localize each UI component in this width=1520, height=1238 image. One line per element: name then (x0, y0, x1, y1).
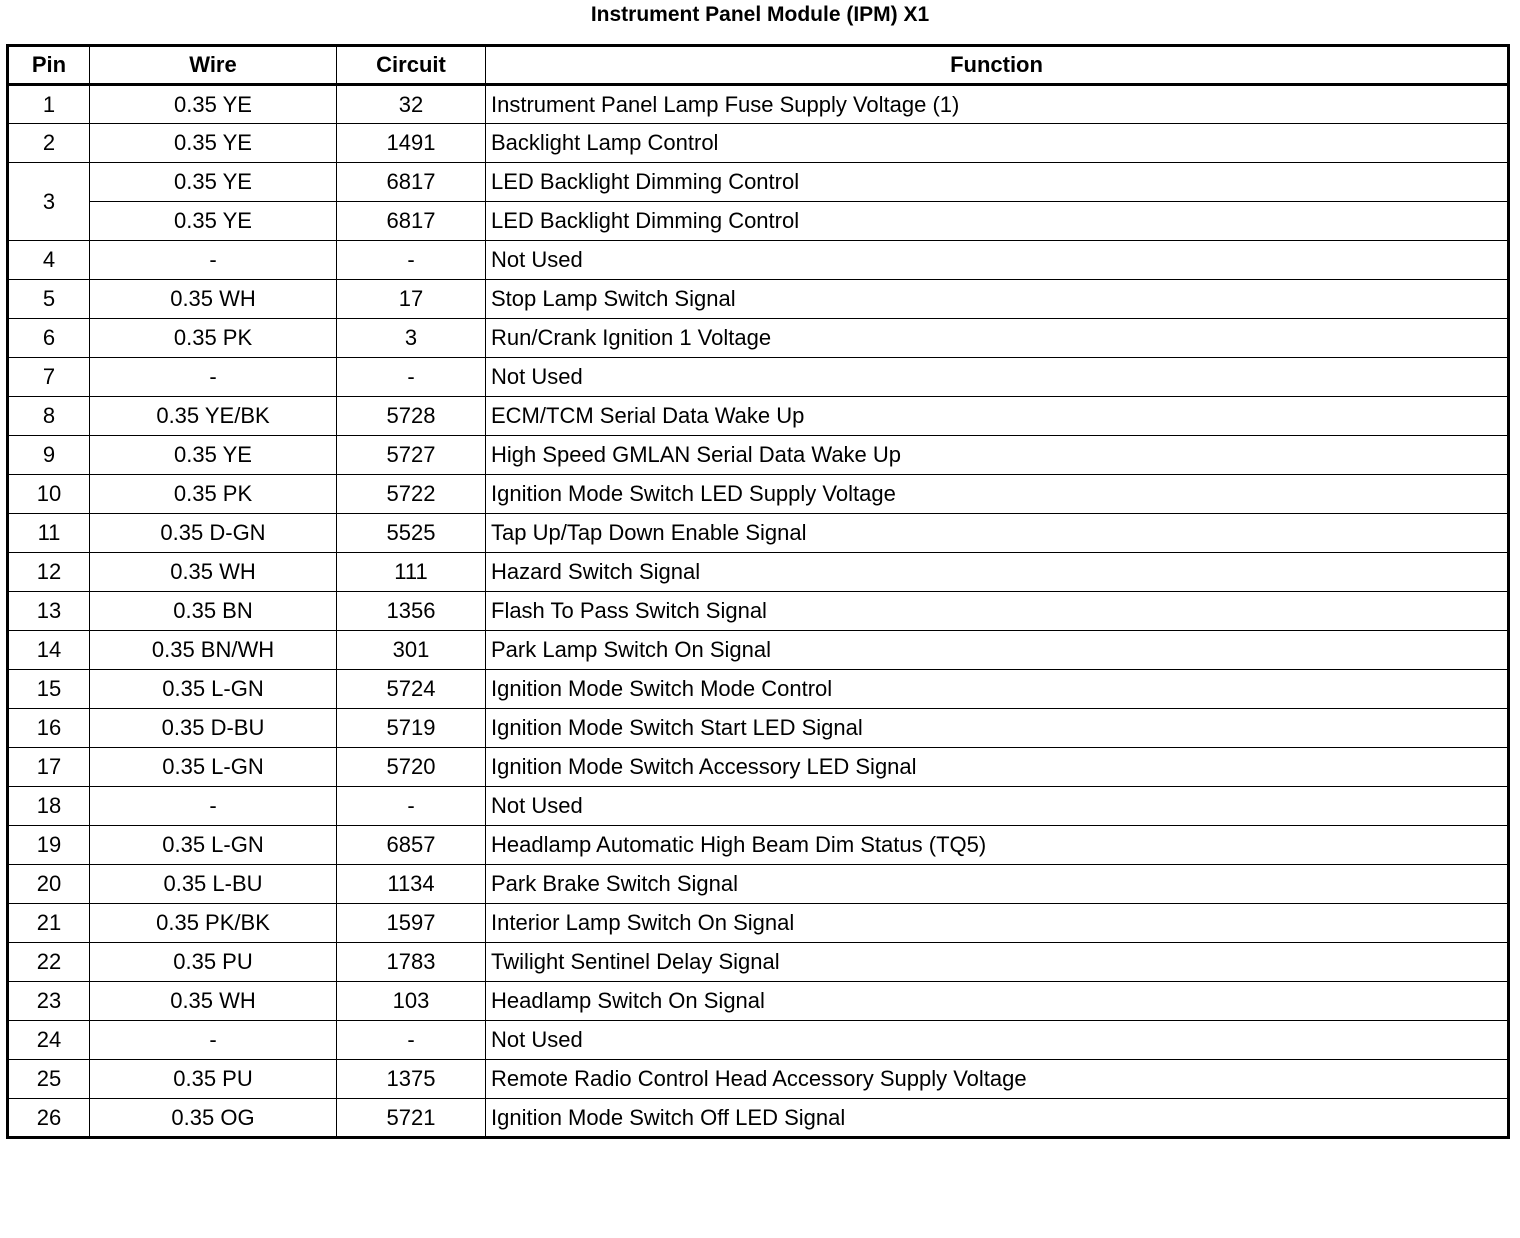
table-row (8, 670, 1509, 709)
column-header-wire: Wire (90, 46, 337, 85)
cell-circuit: 3 (337, 319, 486, 358)
cell-wire: 0.35 YE (90, 202, 337, 241)
cell-circuit: 32 (337, 85, 486, 124)
table-row (8, 475, 1509, 514)
cell-wire: 0.35 YE/BK (90, 397, 337, 436)
cell-circuit: 5724 (337, 670, 486, 709)
table-row (8, 202, 1509, 241)
table-row (8, 553, 1509, 592)
table-body (8, 85, 1509, 1138)
cell-circuit: 1597 (337, 904, 486, 943)
cell-pin: 4 (8, 241, 90, 280)
cell-pin: 18 (8, 787, 90, 826)
cell-function: LED Backlight Dimming Control (486, 202, 1509, 241)
cell-function: Not Used (486, 787, 1509, 826)
cell-function: Not Used (486, 1021, 1509, 1060)
cell-function: Park Brake Switch Signal (486, 865, 1509, 904)
cell-function: Park Lamp Switch On Signal (486, 631, 1509, 670)
cell-pin: 7 (8, 358, 90, 397)
cell-wire: 0.35 PK/BK (90, 904, 337, 943)
cell-circuit: 5719 (337, 709, 486, 748)
cell-circuit: - (337, 1021, 486, 1060)
cell-function: Hazard Switch Signal (486, 553, 1509, 592)
cell-wire: - (90, 787, 337, 826)
table-row (8, 358, 1509, 397)
cell-pin: 6 (8, 319, 90, 358)
cell-function: Flash To Pass Switch Signal (486, 592, 1509, 631)
cell-wire: 0.35 BN (90, 592, 337, 631)
cell-wire: - (90, 241, 337, 280)
cell-circuit: 103 (337, 982, 486, 1021)
cell-pin: 21 (8, 904, 90, 943)
cell-wire: 0.35 YE (90, 436, 337, 475)
cell-function: Ignition Mode Switch LED Supply Voltage (486, 475, 1509, 514)
cell-pin: 24 (8, 1021, 90, 1060)
cell-function: Instrument Panel Lamp Fuse Supply Voltage (1) (486, 85, 1509, 124)
table-row (8, 631, 1509, 670)
table-row (8, 592, 1509, 631)
cell-pin: 16 (8, 709, 90, 748)
cell-wire: 0.35 OG (90, 1099, 337, 1138)
cell-pin: 20 (8, 865, 90, 904)
cell-function: Interior Lamp Switch On Signal (486, 904, 1509, 943)
cell-wire: 0.35 YE (90, 85, 337, 124)
cell-pin: 19 (8, 826, 90, 865)
cell-circuit: - (337, 241, 486, 280)
cell-circuit: 6857 (337, 826, 486, 865)
column-header-function: Function (486, 46, 1509, 85)
table-row (8, 280, 1509, 319)
cell-wire: - (90, 1021, 337, 1060)
cell-function: Twilight Sentinel Delay Signal (486, 943, 1509, 982)
cell-pin: 22 (8, 943, 90, 982)
cell-wire: 0.35 D-BU (90, 709, 337, 748)
cell-circuit: 17 (337, 280, 486, 319)
table-row (8, 787, 1509, 826)
cell-pin: 3 (8, 163, 90, 241)
cell-circuit: - (337, 787, 486, 826)
table-row (8, 163, 1509, 202)
cell-pin: 12 (8, 553, 90, 592)
cell-wire: 0.35 L-BU (90, 865, 337, 904)
cell-circuit: 301 (337, 631, 486, 670)
cell-pin: 8 (8, 397, 90, 436)
cell-wire: 0.35 WH (90, 982, 337, 1021)
cell-pin: 1 (8, 85, 90, 124)
pinout-table (6, 44, 1510, 1139)
cell-circuit: 111 (337, 553, 486, 592)
cell-pin: 23 (8, 982, 90, 1021)
cell-pin: 2 (8, 124, 90, 163)
table-row (8, 943, 1509, 982)
column-header-pin: Pin (8, 46, 90, 85)
cell-function: Stop Lamp Switch Signal (486, 280, 1509, 319)
cell-circuit: 1375 (337, 1060, 486, 1099)
cell-circuit: 5720 (337, 748, 486, 787)
cell-circuit: - (337, 358, 486, 397)
table-row (8, 1021, 1509, 1060)
cell-wire: 0.35 WH (90, 280, 337, 319)
cell-function: Headlamp Automatic High Beam Dim Status (TQ5) (486, 826, 1509, 865)
cell-pin: 9 (8, 436, 90, 475)
cell-function: Not Used (486, 241, 1509, 280)
table-row (8, 865, 1509, 904)
cell-wire: 0.35 BN/WH (90, 631, 337, 670)
cell-function: Headlamp Switch On Signal (486, 982, 1509, 1021)
cell-circuit: 6817 (337, 163, 486, 202)
table-row (8, 85, 1509, 124)
cell-circuit: 5727 (337, 436, 486, 475)
cell-pin: 15 (8, 670, 90, 709)
cell-function: Ignition Mode Switch Accessory LED Signal (486, 748, 1509, 787)
cell-function: Tap Up/Tap Down Enable Signal (486, 514, 1509, 553)
table-row (8, 319, 1509, 358)
cell-wire: 0.35 YE (90, 124, 337, 163)
table-row (8, 904, 1509, 943)
table-row (8, 436, 1509, 475)
cell-wire: 0.35 L-GN (90, 826, 337, 865)
table-row (8, 514, 1509, 553)
cell-wire: 0.35 L-GN (90, 748, 337, 787)
cell-pin: 14 (8, 631, 90, 670)
cell-circuit: 1783 (337, 943, 486, 982)
page-title: Instrument Panel Module (IPM) X1 (590, 3, 930, 26)
cell-circuit: 1491 (337, 124, 486, 163)
cell-pin: 10 (8, 475, 90, 514)
cell-function: ECM/TCM Serial Data Wake Up (486, 397, 1509, 436)
cell-pin: 26 (8, 1099, 90, 1138)
cell-wire: - (90, 358, 337, 397)
cell-wire: 0.35 WH (90, 553, 337, 592)
cell-wire: 0.35 L-GN (90, 670, 337, 709)
table-row (8, 826, 1509, 865)
table-row (8, 709, 1509, 748)
cell-pin: 11 (8, 514, 90, 553)
cell-function: High Speed GMLAN Serial Data Wake Up (486, 436, 1509, 475)
cell-pin: 17 (8, 748, 90, 787)
cell-wire: 0.35 PK (90, 475, 337, 514)
cell-wire: 0.35 PK (90, 319, 337, 358)
table-row (8, 241, 1509, 280)
cell-circuit: 5728 (337, 397, 486, 436)
cell-function: Remote Radio Control Head Accessory Supply Voltage (486, 1060, 1509, 1099)
cell-wire: 0.35 YE (90, 163, 337, 202)
cell-function: Run/Crank Ignition 1 Voltage (486, 319, 1509, 358)
table-row (8, 982, 1509, 1021)
cell-circuit: 1134 (337, 865, 486, 904)
cell-function: Ignition Mode Switch Start LED Signal (486, 709, 1509, 748)
cell-pin: 25 (8, 1060, 90, 1099)
cell-function: Not Used (486, 358, 1509, 397)
cell-pin: 5 (8, 280, 90, 319)
cell-circuit: 5525 (337, 514, 486, 553)
cell-function: Ignition Mode Switch Off LED Signal (486, 1099, 1509, 1138)
column-header-circuit: Circuit (337, 46, 486, 85)
cell-circuit: 1356 (337, 592, 486, 631)
cell-pin: 13 (8, 592, 90, 631)
table-row (8, 748, 1509, 787)
table-row (8, 397, 1509, 436)
cell-wire: 0.35 PU (90, 943, 337, 982)
cell-wire: 0.35 PU (90, 1060, 337, 1099)
cell-circuit: 5721 (337, 1099, 486, 1138)
cell-circuit: 5722 (337, 475, 486, 514)
cell-function: LED Backlight Dimming Control (486, 163, 1509, 202)
cell-wire: 0.35 D-GN (90, 514, 337, 553)
table-row (8, 1060, 1509, 1099)
table-header-row (8, 46, 1509, 85)
cell-function: Ignition Mode Switch Mode Control (486, 670, 1509, 709)
table-row (8, 1099, 1509, 1138)
table-row (8, 124, 1509, 163)
cell-function: Backlight Lamp Control (486, 124, 1509, 163)
cell-circuit: 6817 (337, 202, 486, 241)
